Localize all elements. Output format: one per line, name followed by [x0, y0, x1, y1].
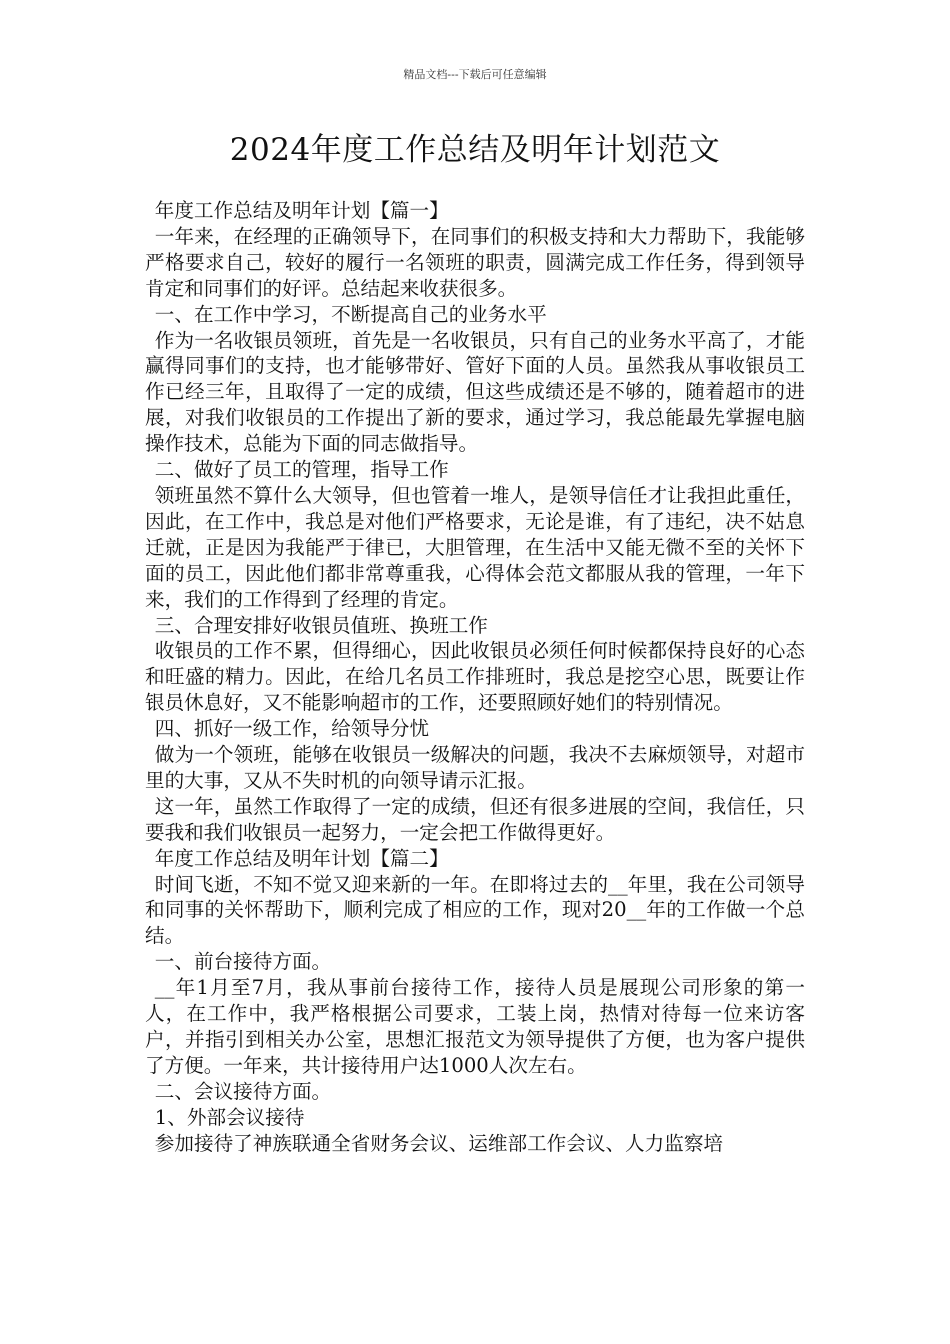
paragraph: 做为一个领班，能够在收银员一级解决的问题，我决不去麻烦领导，对超市里的大事，又从不失时机的向领导请示汇报。 [145, 743, 805, 792]
section-heading: 年度工作总结及明年计划【篇一】 [154, 199, 449, 222]
paragraph: 收银员的工作不累，但得细心，因此收银员必须任何时候都保持良好的心态和旺盛的精力。因此，在给几名员工作排班时，我总是挖空心思，既要让作银员休息好，又不能影响超市的工作，还要照顾好她们的特别情况。 [145, 639, 805, 715]
section-heading: 一、前台接待方面。 [154, 950, 332, 974]
paragraph: 这一年，虽然工作取得了一定的成绩，但还有很多进展的空间，我信任，只要我和我们收银员一起努力，一定会把工作做得更好。 [145, 794, 805, 844]
paragraph: 参加接待了神族联通全省财务会议、运维部工作会议、人力监察培 [154, 1131, 724, 1155]
section-heading: 二、做好了员工的管理，指导工作 [154, 458, 449, 482]
document-body [145, 198, 805, 1157]
section-heading: 四、抓好一级工作，给领导分忧 [154, 717, 430, 741]
section-heading: 年度工作总结及明年计划【篇二】 [154, 846, 449, 870]
paragraph: 一年来，在经理的正确领导下，在同事们的积极支持和大力帮助下，我能够严格要求自己，较好的履行一名领班的职责，圆满完成工作任务，得到领导肯定和同事们的好评。总结起来收获很多。 [145, 224, 805, 300]
section-heading: 一、在工作中学习，不断提高自己的业务水平 [154, 302, 547, 326]
paragraph: 作为一名收银员领班，首先是一名收银员，只有自己的业务水平高了，才能赢得同事们的支持，也才能够带好、管好下面的人员。虽然我从事收银员工作已经三年，且取得了一定的成绩，但这些成绩还是不够的，随着超市的进展，对我们收银员的工作提出了新的要求，通过学习，我总能最先掌握电脑操作技术，总能为下面的同志做指导。 [145, 328, 805, 456]
section-heading: 二、会议接待方面。 [154, 1079, 332, 1103]
section-heading: 三、合理安排好收银员值班、换班工作 [154, 613, 488, 637]
sub-heading: 1、外部会议接待 [154, 1105, 305, 1129]
document-title: 2024年度工作总结及明年计划范文 [229, 132, 721, 168]
page-header-note: 精品文档---下载后可任意编辑 [403, 68, 547, 81]
paragraph: 领班虽然不算什么大领导，但也管着一堆人，是领导信任才让我担此重任，因此，在工作中，我总是对他们严格要求，无论是谁，有了违纪，决不姑息迁就，正是因为我能严于律已，大胆管理，在生活中又能无微不至的关怀下面的员工，因此他们都非常尊重我，心得体会范文都服从我的管理，一年下来，我们的工作得到了经理的肯定。 [145, 483, 805, 611]
paragraph: __年1月至7月，我从事前台接待工作，接待人员是展现公司形象的第一人，在工作中，我严格根据公司要求，工装上岗，热情对待每一位来访客户，并指引到相关办公室，思想汇报范文为领导提供了方便，也为客户提供了方便。一年来，共计接待用户达1000人次左右。 [145, 976, 805, 1077]
paragraph: 时间飞逝，不知不觉又迎来新的一年。在即将过去的__年里，我在公司领导和同事的关怀帮助下，顺利完成了相应的工作，现对20__年的工作做一个总结。 [145, 872, 805, 948]
